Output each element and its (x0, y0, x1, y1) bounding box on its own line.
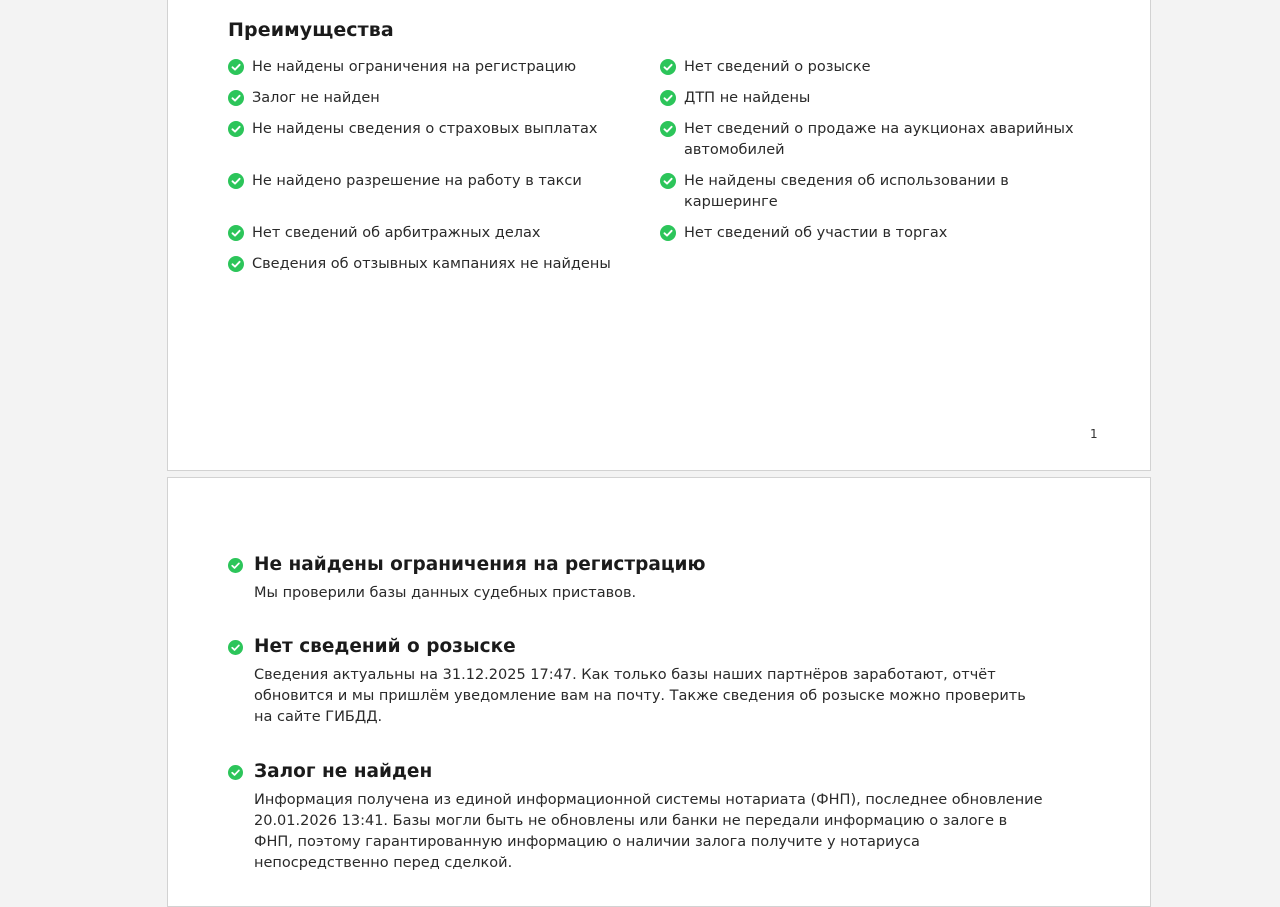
detail-section (228, 553, 1028, 604)
advantage-label: Нет сведений о розыске (684, 59, 871, 75)
advantage-label: Залог не найден (252, 90, 380, 106)
check-circle-icon (228, 59, 244, 75)
advantage-item (228, 171, 648, 223)
advantage-item (660, 223, 1100, 254)
check-circle-icon (228, 256, 244, 272)
detail-section (228, 760, 1043, 874)
detail-text: Информация получена из единой информационной системы нотариата (ФНП), последнее обновление 20.01.2026 13:41. Базы могли быть не обновлены или банки не передали информацию о залоге в ФНП, поэтому гарантированную информацию о наличии залога получите у нотариуса непосредственно перед сделкой. (254, 792, 1043, 871)
advantage-item (660, 171, 1024, 223)
advantage-label: Сведения об отзывных кампаниях не найдены (252, 256, 611, 272)
check-circle-icon (228, 225, 244, 241)
check-circle-icon (228, 558, 243, 573)
advantage-item (228, 57, 648, 88)
detail-heading (228, 760, 1028, 784)
check-circle-icon (660, 225, 676, 241)
check-circle-icon (228, 765, 243, 780)
advantages-title: Преимущества (228, 19, 394, 41)
advantage-item (660, 88, 1100, 119)
check-circle-icon (660, 121, 676, 137)
advantage-label: ДТП не найдены (684, 90, 811, 106)
advantages-list-left (228, 57, 648, 285)
advantage-label: Не найдены сведения о страховых выплатах (252, 121, 598, 137)
advantage-item (660, 57, 1100, 88)
report-page-2 (167, 477, 1151, 907)
check-circle-icon (228, 173, 244, 189)
check-circle-icon (228, 640, 243, 655)
advantages-list-right (660, 57, 1100, 254)
advantage-label: Нет сведений об арбитражных делах (252, 225, 541, 241)
advantage-label: Не найдены сведения об использовании в каршеринге (684, 173, 1009, 210)
check-circle-icon (228, 90, 244, 106)
detail-section (228, 635, 1028, 728)
detail-text: Мы проверили базы данных судебных приставов. (254, 585, 637, 601)
detail-heading (228, 635, 1028, 659)
advantage-label: Нет сведений о продаже на аукционах аварийных автомобилей (684, 121, 1074, 158)
detail-heading-text: Залог не найден (254, 761, 433, 782)
check-circle-icon (660, 90, 676, 106)
advantage-item (228, 88, 648, 119)
page-number: 1 (1090, 427, 1098, 441)
detail-heading (228, 553, 1028, 577)
detail-heading-text: Не найдены ограничения на регистрацию (254, 554, 706, 575)
advantage-item (228, 254, 648, 285)
detail-heading-text: Нет сведений о розыске (254, 636, 516, 657)
check-circle-icon (228, 121, 244, 137)
advantage-label: Не найдены ограничения на регистрацию (252, 59, 577, 75)
check-circle-icon (660, 59, 676, 75)
check-circle-icon (660, 173, 676, 189)
detail-text: Сведения актуальны на 31.12.2025 17:47. Как только базы наших партнёров заработают, отчёт обновится и мы пришлём уведомление вам на почту. Также сведения об розыске можно проверить на сайте ГИБДД. (254, 667, 1026, 725)
report-page-1 (167, 0, 1151, 471)
advantage-item (660, 119, 1084, 171)
advantage-label: Не найдено разрешение на работу в такси (252, 173, 582, 189)
advantage-item (228, 223, 648, 254)
advantage-item (228, 119, 648, 171)
advantage-label: Нет сведений об участии в торгах (684, 225, 948, 241)
